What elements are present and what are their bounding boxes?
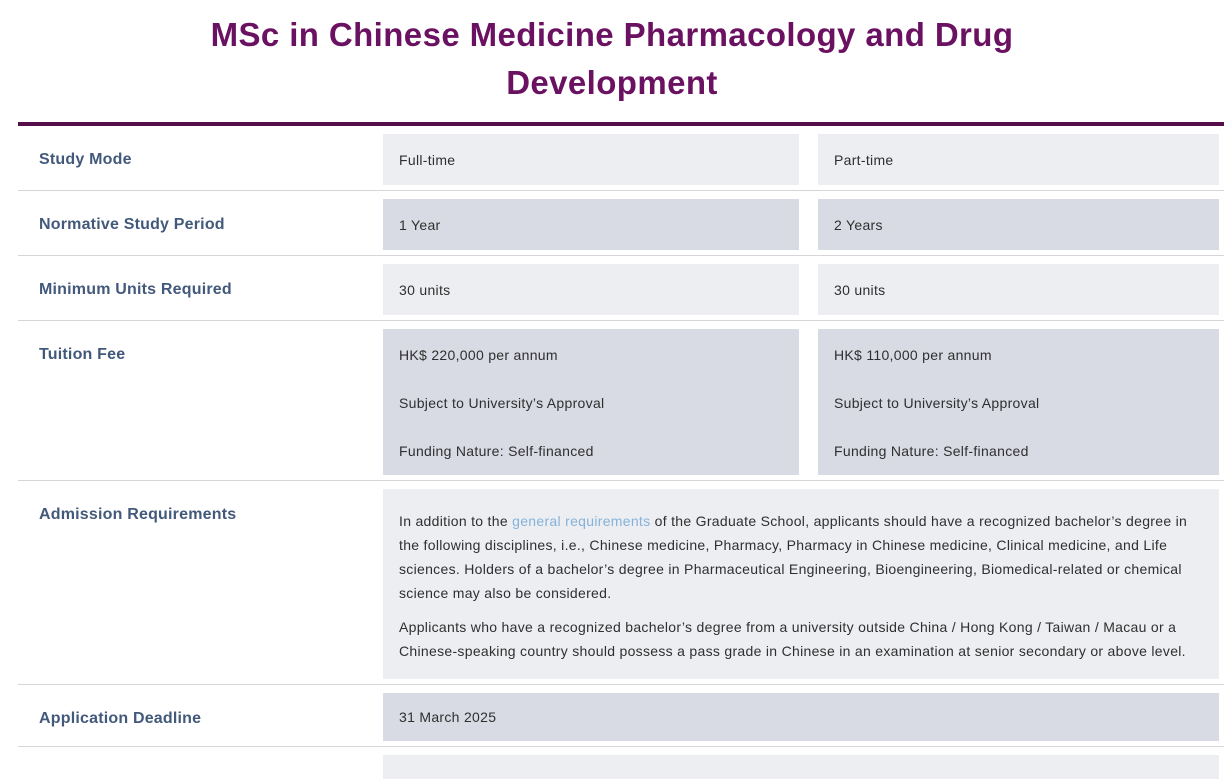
tuition-full-time-approval: Subject to University’s Approval [399,395,605,411]
study-mode-cells [383,134,1224,185]
row-label-study-mode: Study Mode [39,151,132,168]
page-header [0,0,1224,126]
next-partial-cell [383,755,1219,779]
table-row-min-units [18,256,1224,321]
row-label-deadline: Application Deadline [39,710,202,727]
table-row-next-partial [18,747,1224,784]
row-label-min-units: Minimum Units Required [39,281,232,298]
application-deadline-cell: 31 March 2025 [383,693,1219,741]
study-mode-part-time-cell: Part-time [818,134,1219,185]
study-mode-full-time-cell: Full-time [383,134,799,185]
table-row-admission [18,481,1224,685]
table-row-deadline [18,685,1224,747]
study-period-cells [383,199,1224,250]
study-period-part-time-cell: 2 Years [818,199,1219,250]
admission-para1-prefix: In addition to the [399,513,513,529]
min-units-cells [383,264,1224,315]
min-units-full-time-cell: 30 units [383,264,799,315]
program-spec-table [18,126,1224,784]
study-period-full-time-cell: 1 Year [383,199,799,250]
row-label-admission: Admission Requirements [39,506,237,523]
table-row-study-mode [18,126,1224,191]
deadline-cells [383,693,1224,741]
page-title-line2: Development [506,64,718,101]
table-row-tuition [18,321,1224,481]
tuition-part-time-cell [818,329,1219,475]
row-label-tuition: Tuition Fee [39,346,126,363]
row-label-next-partial [18,755,383,779]
admission-cells [383,489,1224,679]
general-requirements-link[interactable]: general requirements [512,513,651,529]
table-row-study-period [18,191,1224,256]
tuition-part-time-fee: HK$ 110,000 per annum [834,347,992,363]
tuition-full-time-fee: HK$ 220,000 per annum [399,347,558,363]
admission-requirements-cell [383,489,1219,679]
row-label-study-period: Normative Study Period [39,216,225,233]
tuition-cells [383,329,1224,475]
admission-paragraph-1 [399,509,1201,605]
admission-paragraph-2: Applicants who have a recognized bachelor’s degree from a university outside China / Hong Kong / Taiwan / Macau or a Chinese-speaking country should possess a pass grade in Chinese in an examination at senior secondary or above level. [399,619,1186,659]
min-units-part-time-cell: 30 units [818,264,1219,315]
page-title-line1: MSc in Chinese Medicine Pharmacology and Drug [210,16,1014,53]
page-title [132,11,1092,107]
tuition-part-time-approval: Subject to University’s Approval [834,395,1040,411]
next-partial-cells [383,755,1224,779]
tuition-full-time-cell [383,329,799,475]
tuition-part-time-funding: Funding Nature: Self-financed [834,443,1029,459]
admission-para1-suffix: of the Graduate School, applicants should have a recognized bachelor’s degree in the following disciplines, i.e., Chinese medicine, Pharmacy, Pharmacy in Chinese medicine, Clinical medicine, and Life sciences. Holders of a bachelor’s degree in Pharmaceutical Engineering, Bioengineering, Biomedical-related or chemical science may also be considered. [399,513,1188,601]
tuition-full-time-funding: Funding Nature: Self-financed [399,443,594,459]
